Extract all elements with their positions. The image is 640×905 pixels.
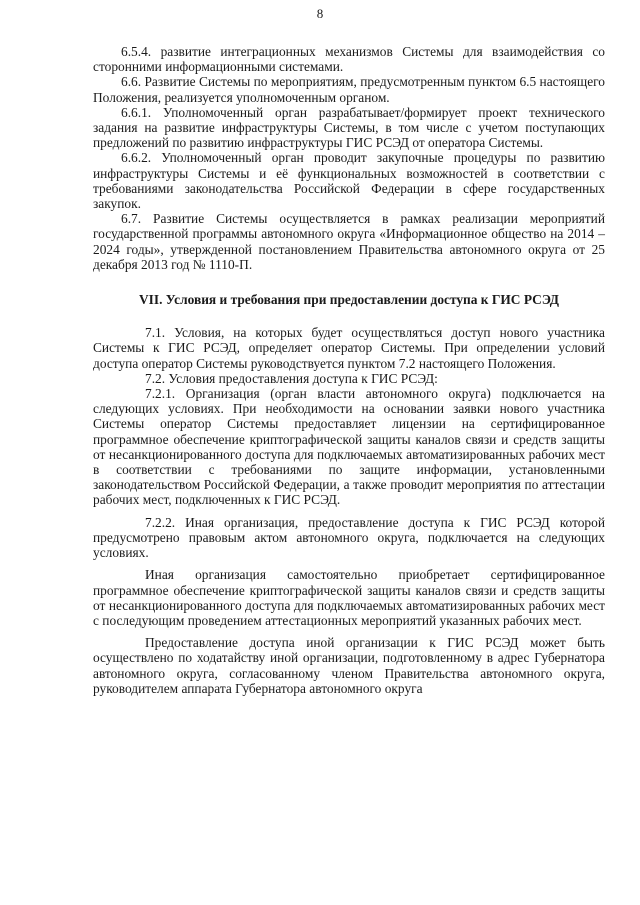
paragraph-7-1: 7.1. Условия, на которых будет осуществляться доступ нового участника Системы к ГИС РСЭД, определяет оператор Системы. При определении условий доступа оператор Системы руководствуется пунктом 7.2 настоящего Положения.: [93, 325, 605, 371]
paragraph-gap: [93, 508, 605, 515]
paragraph-7-2-2: 7.2.2. Иная организация, предоставление доступа к ГИС РСЭД которой предусмотрено правовым актом автономного округа, подключается на следующих условиях.: [93, 514, 605, 561]
page-number: 8: [316, 6, 324, 21]
paragraph-7-2-1: 7.2.1. Организация (орган власти автономного округа) подключается на следующих условиях. При необходимости на основании заявки нового участника Системы оператор Системы предоставляет лицензии на сертифицированное программное обеспечение криптографической защиты каналов связи и средств защиты от несанкционированного доступа для подключаемых автоматизированных рабочих мест в соответствии с требованиями по защите информации, установленными законодательством Российской Федерации, а также проводит мероприятия по аттестации рабочих мест, подключенных к ГИС РСЭД.: [93, 386, 605, 508]
paragraph-gap: [93, 560, 605, 567]
paragraph-6-7: 6.7. Развитие Системы осуществляется в рамках реализации мероприятий государственной программы автономного округа «Информационное общество на 2014 – 2024 годы», утвержденной постановлением Правительства автономного округа от 25 декабря 2013 год № 1110-П.: [93, 211, 605, 272]
paragraph-7-2: 7.2. Условия предоставления доступа к ГИС РСЭД:: [145, 370, 438, 386]
paragraph-6-5-4: 6.5.4. развитие интеграционных механизмов Системы для взаимодействия со сторонними информационными системами.: [93, 44, 605, 75]
paragraph-6-6: 6.6. Развитие Системы по мероприятиям, предусмотренным пунктом 6.5 настоящего Положения, реализуется уполномоченным органом.: [93, 74, 605, 105]
document-body: [93, 44, 605, 696]
paragraph-other-organization: Иная организация самостоятельно приобретает сертифицированное программное обеспечение криптографической защиты каналов связи и средств защиты от несанкционированного доступа для подключаемых автоматизированных рабочих мест с последующим проведением аттестационных мероприятий указанных рабочих мест.: [93, 567, 605, 628]
section-heading: VII. Условия и требования при предоставлении доступа к ГИС РСЭД: [138, 292, 560, 308]
paragraph-access-provision: Предоставление доступа иной организации к ГИС РСЭД может быть осуществлено по ходатайству иной организации, подготовленному в адрес Губернатора автономного округа, согласованному членом Правительства автономного округа, руководителем аппарата Губернатора автономного округа: [93, 635, 605, 696]
paragraph-gap: [93, 628, 605, 635]
paragraph-6-6-2: 6.6.2. Уполномоченный орган проводит закупочные процедуры по развитию инфраструктуры Системы и её функциональных возможностей в соответствии с требованиями законодательства Российской Федерации в сфере государственных закупок.: [93, 150, 605, 212]
paragraph-6-6-1: 6.6.1. Уполномоченный орган разрабатывает/формирует проект технического задания на развитие инфраструктуры Системы, в том числе с учетом поступающих предложений по развитию инфраструктуры ГИС РСЭД от оператора Системы.: [93, 104, 605, 151]
